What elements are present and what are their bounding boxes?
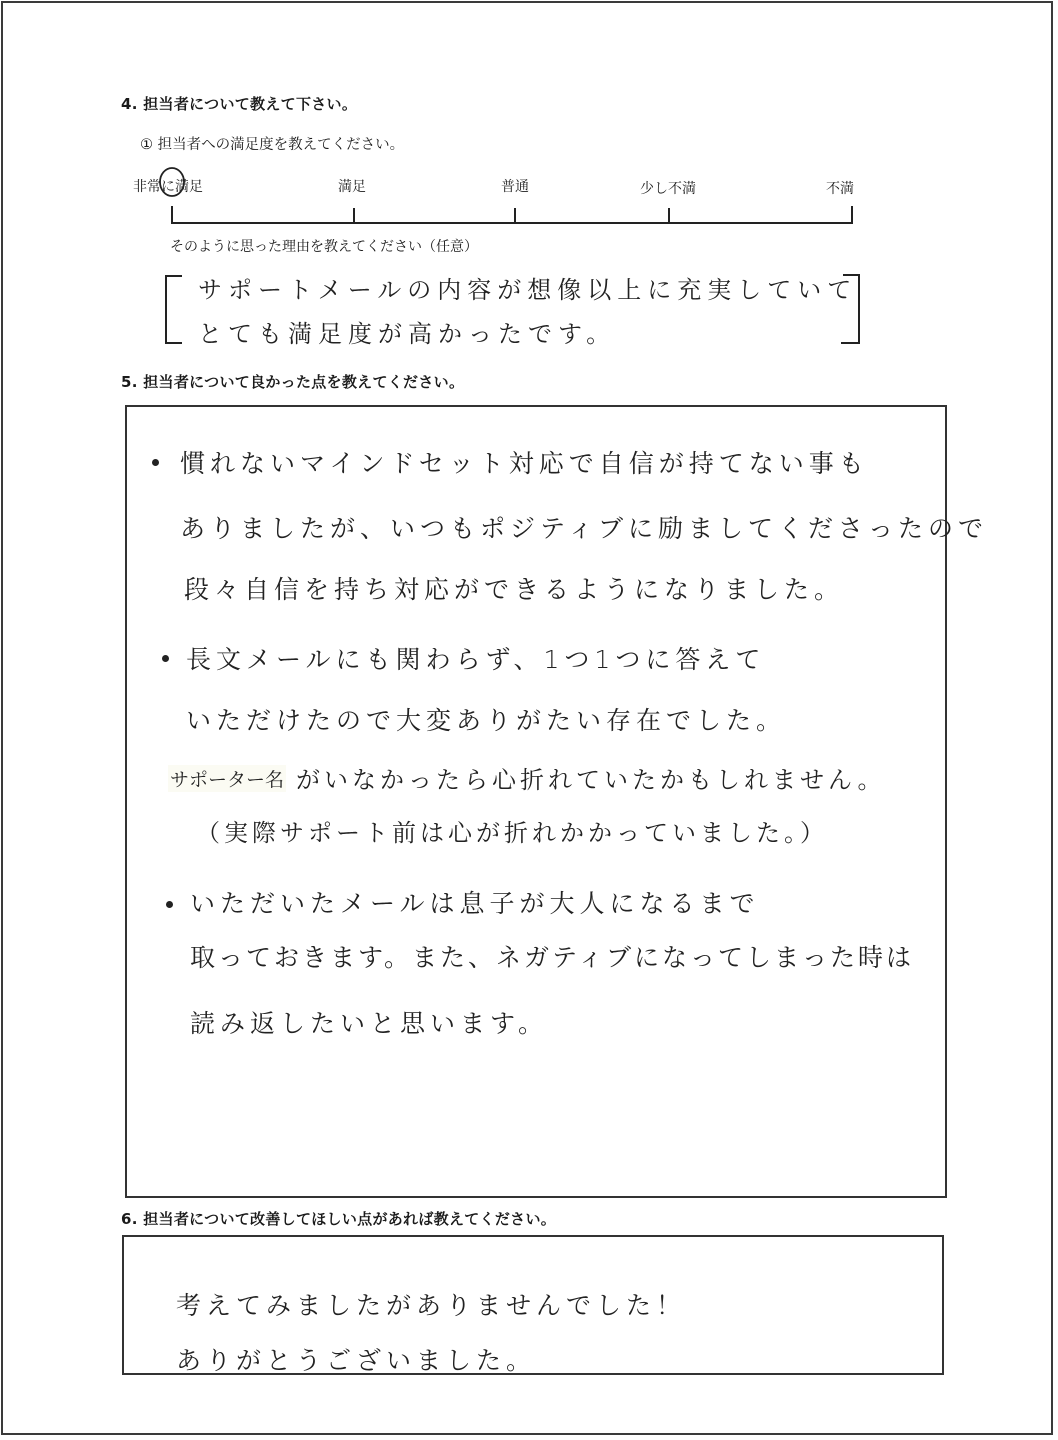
reason-label: そのように思った理由を教えてください（任意） xyxy=(170,239,478,255)
q5-line-8: いただいたメールは息子が大人になるまで xyxy=(190,889,760,918)
bullet-3 xyxy=(166,901,173,908)
q5-line-4: 長文メールにも関わらず、1つ1つに答えて xyxy=(186,645,766,674)
q5-title: 5. 担当者について良かった点を教えてください。 xyxy=(121,373,465,391)
supporter-name-placeholder: サポーター名 xyxy=(168,765,286,792)
q5-line-10: 読み返したいと思います。 xyxy=(190,1009,549,1038)
bullet-2 xyxy=(162,655,169,662)
bullet-1 xyxy=(152,459,159,466)
q5-line-2: ありましたが、いつもポジティブに励ましてくださったので xyxy=(180,514,989,543)
q5-line-7: （実際サポート前は心が折れかかっていました。） xyxy=(196,819,828,847)
scale-label-slightly-dissatisfied: 少し不満 xyxy=(640,181,696,197)
q5-line-9: 取っておきます。また、ネガティブになってしまった時は xyxy=(190,943,915,972)
reason-line-1: サポートメールの内容が想像以上に充実していて xyxy=(198,276,858,304)
reason-brackets xyxy=(0,0,1058,360)
q5-line-1: 慣れないマインドセット対応で自信が持てない事も xyxy=(180,449,869,478)
q6-title: 6. 担当者について改善してほしい点があれば教えてください。 xyxy=(121,1210,557,1228)
scale-label-satisfied: 満足 xyxy=(338,179,366,195)
scale-label-very-satisfied: 非常に満足 xyxy=(133,179,203,195)
scale-label-neutral: 普通 xyxy=(501,179,529,195)
reason-line-2: とても満足度が高かったです。 xyxy=(198,320,617,348)
q6-line-1: 考えてみましたがありませんでした！ xyxy=(176,1291,687,1320)
scale-label-dissatisfied: 不満 xyxy=(826,181,854,197)
q5-line-3: 段々自信を持ち対応ができるようになりました。 xyxy=(184,575,845,604)
q4-sub-question: ① 担当者への満足度を教えてください。 xyxy=(140,137,405,153)
q5-line-5: いただけたので大変ありがたい存在でした。 xyxy=(186,706,787,735)
q6-line-2: ありがとうございました。 xyxy=(176,1346,537,1375)
q4-title: 4. 担当者について教えて下さい。 xyxy=(121,95,358,113)
q5-line-6: がいなかったら心折れていたかもしれません。 xyxy=(296,766,886,794)
